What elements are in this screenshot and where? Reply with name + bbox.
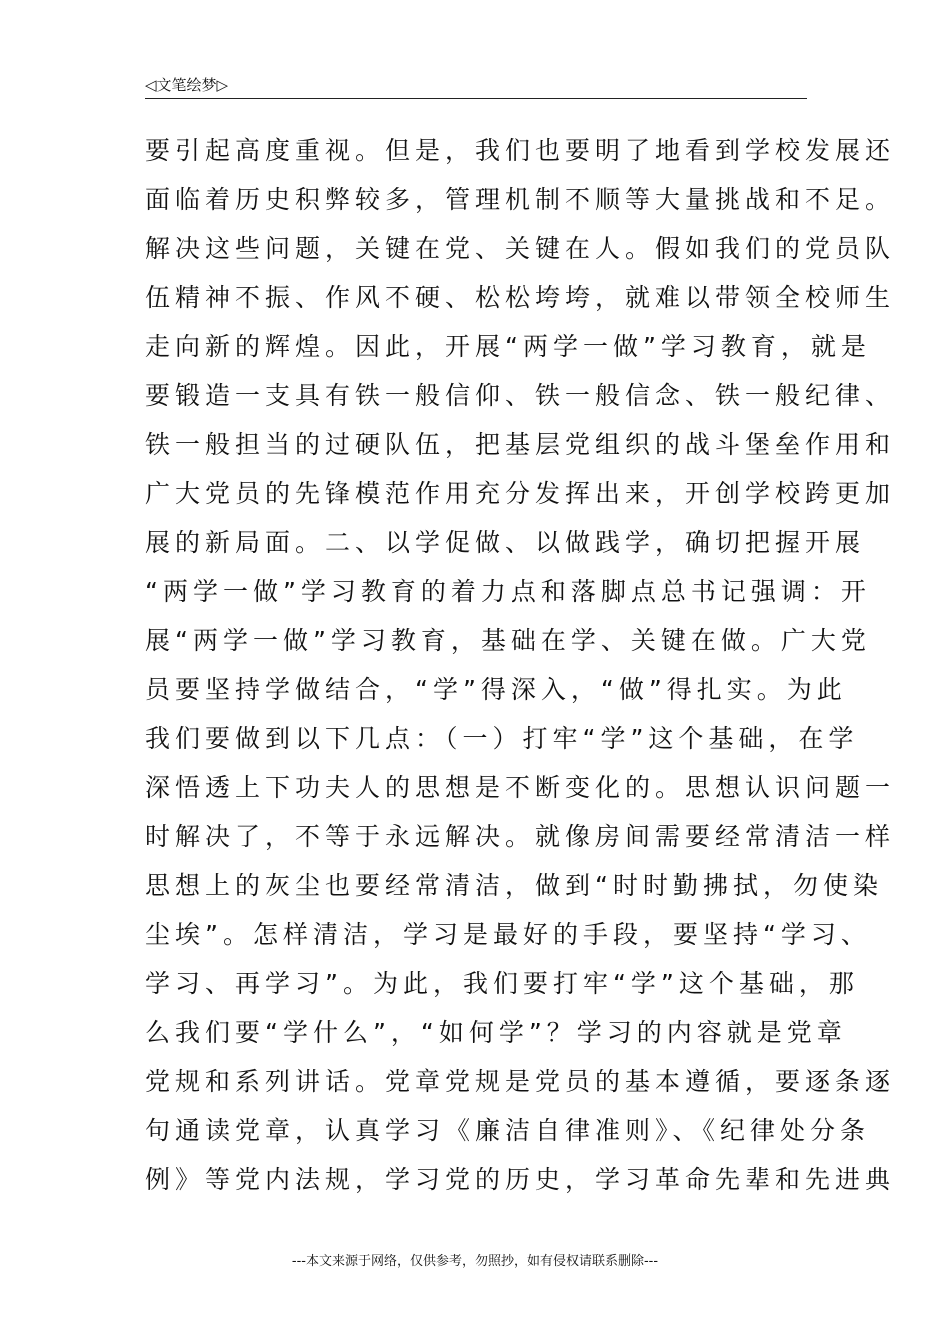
- text-line: 要引起高度重视。但是，我们也要明了地看到学校发展还: [145, 136, 896, 165]
- text-line: “两学一做”学习教育的着力点和落脚点总书记强调：开: [145, 577, 871, 606]
- text-line: 走向新的辉煌。因此，开展“两学一做”学习教育，就是: [145, 332, 871, 361]
- text-line: 思想上的灰尘也要经常清洁，做到“时时勤拂拭，勿使染: [145, 871, 883, 900]
- header-title: ◁文笔绘梦▷: [145, 76, 229, 94]
- text-line: 深悟透上下功夫人的思想是不断变化的。思想认识问题一: [145, 773, 896, 802]
- text-line: 例》等党内法规，学习党的历史，学习革命先辈和先进典: [145, 1165, 896, 1194]
- text-line: 么我们要“学什么”，“如何学”？学习的内容就是党章: [145, 1018, 847, 1047]
- text-line: 铁一般担当的过硬队伍，把基层党组织的战斗堡垒作用和: [145, 430, 896, 459]
- text-line: 句通读党章，认真学习《廉洁自律准则》、《纪律处分条: [145, 1116, 871, 1145]
- text-line: 要锻造一支具有铁一般信仰、铁一般信念、铁一般纪律、: [145, 381, 896, 410]
- text-line: 解决这些问题，关键在党、关键在人。假如我们的党员队: [145, 234, 896, 263]
- text-line: 广大党员的先锋模范作用充分发挥出来，开创学校跨更加: [145, 479, 896, 508]
- text-line: 员要坚持学做结合，“学”得深入，“做”得扎实。为此: [145, 675, 847, 704]
- text-line: 我们要做到以下几点：（一）打牢“学”这个基础，在学: [145, 724, 859, 753]
- text-line: 展“两学一做”学习教育，基础在学、关键在做。广大党: [145, 626, 871, 655]
- text-line: 尘埃”。怎样清洁，学习是最好的手段，要坚持“学习、: [145, 920, 871, 949]
- text-line: 展的新局面。二、以学促做、以做践学，确切把握开展: [145, 528, 866, 557]
- page-header: [145, 72, 807, 99]
- text-line: 党规和系列讲话。党章党规是党员的基本遵循，要逐条逐: [145, 1067, 896, 1096]
- footer-notice: ---本文来源于网络，仅供参考，勿照抄，如有侵权请联系删除---: [291, 1254, 659, 1269]
- text-line: 学习、再学习”。为此，我们要打牢“学”这个基础，那: [145, 969, 859, 998]
- document-body: [145, 126, 896, 1204]
- text-line: 时解决了，不等于永远解决。就像房间需要经常清洁一样: [145, 822, 896, 851]
- text-line: 面临着历史积弊较多，管理机制不顺等大量挑战和不足。: [145, 185, 896, 214]
- text-line: 伍精神不振、作风不硬、松松垮垮，就难以带领全校师生: [145, 283, 896, 312]
- page-footer: [0, 1250, 950, 1269]
